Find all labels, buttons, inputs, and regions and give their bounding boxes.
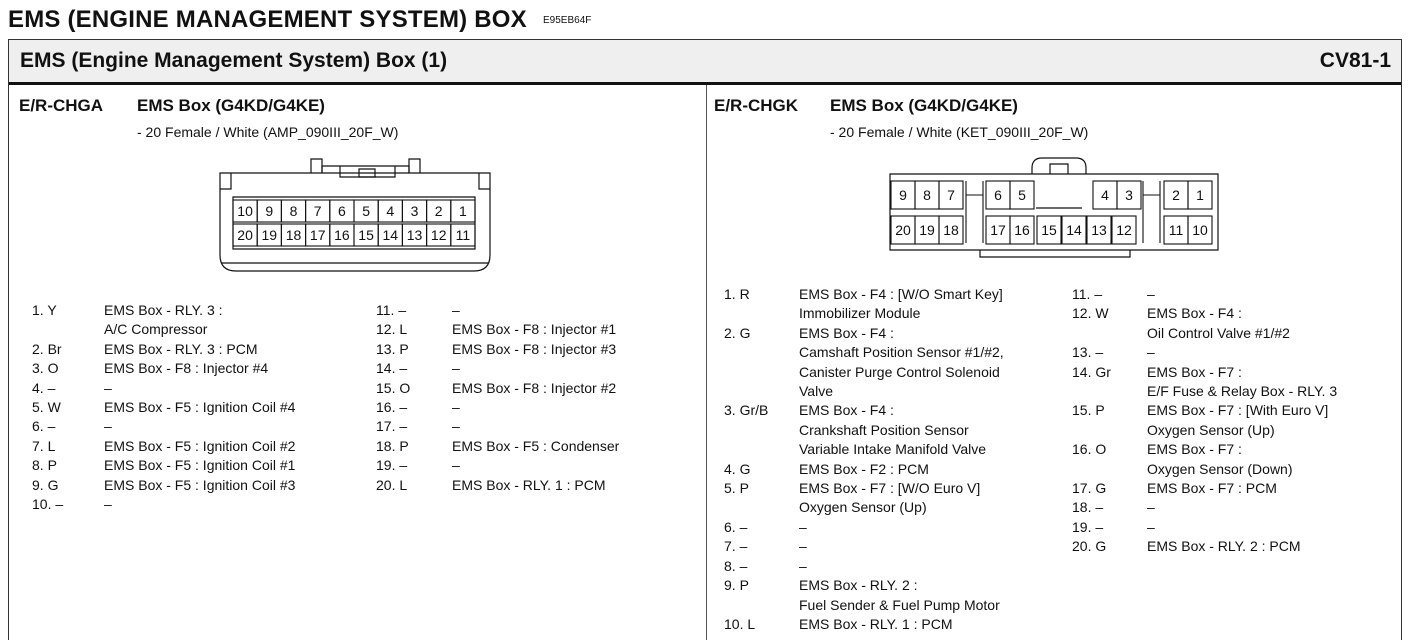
left-pin-5: 5: [362, 203, 370, 219]
pin-row: [32, 417, 295, 436]
pin-description-line: EMS Box - F8 : Injector #3: [452, 340, 617, 357]
right-pin-list-b: [1072, 285, 1337, 557]
pin-description-line: EMS Box - F4 :: [1147, 305, 1242, 322]
right-pin-12: 12: [1116, 222, 1132, 238]
left-pin-cells: [233, 200, 475, 246]
section-header: [9, 40, 1401, 82]
pin-description-line: EMS Box - F5 : Ignition Coil #1: [104, 457, 296, 474]
pin-description: [1147, 518, 1155, 537]
pin-number: 17. –: [376, 418, 408, 435]
pin-description: [799, 324, 1004, 402]
pin-description: [1147, 537, 1301, 556]
pin-description-line: –: [452, 360, 460, 377]
right-pin-1: 1: [1196, 187, 1204, 203]
left-pin-11: 11: [455, 227, 471, 243]
pin-description: [452, 417, 460, 436]
pin-description: [452, 398, 460, 417]
pin-row: [32, 437, 295, 456]
pin-description: [799, 557, 807, 576]
pin-description: [1147, 285, 1155, 304]
pin-description: [104, 398, 295, 417]
right-pin-10: 10: [1192, 222, 1208, 238]
left-pin-16: 16: [334, 227, 350, 243]
page-title: EMS (ENGINE MANAGEMENT SYSTEM) BOX: [8, 6, 527, 33]
pin-description-line: Variable Intake Manifold Valve: [799, 441, 987, 458]
left-pin-10: 10: [237, 203, 253, 219]
pin-row: [376, 379, 619, 398]
pin-description: [452, 320, 616, 339]
pin-number: 16. –: [376, 399, 408, 416]
pin-description-line: E/F Fuse & Relay Box - RLY. 3: [1147, 383, 1338, 400]
pin-description-line: EMS Box - F8 : Injector #2: [452, 379, 617, 396]
pin-description-line: EMS Box - F5 : Ignition Coil #3: [104, 476, 296, 493]
pin-description: [104, 301, 223, 340]
pin-description: [1147, 401, 1328, 440]
pin-number: 19. –: [376, 457, 408, 474]
pin-row: [376, 340, 619, 359]
pin-description-line: Valve: [799, 383, 833, 400]
pin-row: [32, 476, 295, 495]
pin-number: 6. –: [32, 418, 56, 435]
pin-description: [1147, 304, 1290, 343]
pin-number: 5. P: [724, 480, 749, 497]
pin-description-line: –: [799, 518, 807, 535]
pin-row: [32, 398, 295, 417]
right-pin-14: 14: [1066, 222, 1082, 238]
right-pin-15: 15: [1041, 222, 1057, 238]
pin-description-line: –: [104, 496, 112, 513]
left-pin-18: 18: [285, 227, 302, 243]
left-pin-8: 8: [289, 203, 298, 219]
pin-row: [724, 615, 1004, 634]
left-pin-19: 19: [261, 227, 278, 243]
pin-row: [32, 359, 295, 378]
pin-number: 15. O: [376, 379, 411, 396]
pin-description: [104, 417, 112, 436]
pin-number: 2. Br: [32, 340, 62, 357]
pin-description: [1147, 363, 1337, 402]
right-connector-name: EMS Box (G4KD/G4KE): [830, 96, 1018, 115]
pin-description-line: EMS Box - RLY. 1 : PCM: [799, 615, 953, 632]
left-pin-7: 7: [313, 203, 322, 219]
left-connector-id: E/R-CHGA: [19, 96, 104, 115]
pin-description: [452, 456, 460, 475]
right-pin-7: 7: [947, 187, 955, 203]
right-connector-spec: - 20 Female / White (KET_090III_20F_W): [830, 124, 1089, 140]
pin-description-line: Oxygen Sensor (Up): [799, 499, 927, 516]
pin-description-line: EMS Box - F7 : [W/O Euro V]: [799, 480, 981, 497]
pin-description: [1147, 479, 1277, 498]
pin-row: [724, 557, 1004, 576]
right-pin-13: 13: [1091, 222, 1107, 238]
right-pin-16: 16: [1014, 222, 1030, 238]
pin-row: [724, 460, 1004, 479]
pin-description-line: –: [1147, 499, 1155, 516]
pin-description: [452, 379, 616, 398]
pin-row: [1072, 304, 1337, 343]
pin-description-line: EMS Box - F5 : Condenser: [452, 437, 620, 454]
pin-description: [452, 437, 619, 456]
pin-description-line: EMS Box - F8 : Injector #4: [104, 360, 269, 377]
pin-description-line: EMS Box - RLY. 3 : PCM: [104, 340, 258, 357]
pin-description-line: –: [104, 418, 112, 435]
pin-row: [32, 379, 295, 398]
pin-description-line: EMS Box - F4 :: [799, 324, 894, 341]
left-connector-name: EMS Box (G4KD/G4KE): [137, 96, 325, 115]
pin-description-line: EMS Box - F7 :: [1147, 363, 1242, 380]
pin-row: [1072, 479, 1337, 498]
pin-number: 19. –: [1072, 518, 1104, 535]
pin-description: [104, 340, 258, 359]
pin-description-line: –: [799, 557, 807, 574]
pin-row: [1072, 518, 1337, 537]
pin-row: [724, 401, 1004, 459]
pin-description-line: Oxygen Sensor (Down): [1147, 460, 1293, 477]
pin-description-line: Camshaft Position Sensor #1/#2,: [799, 344, 1004, 361]
pin-description: [799, 285, 1003, 324]
pin-row: [724, 576, 1004, 615]
pin-row: [1072, 285, 1337, 304]
header-rule: [9, 82, 1401, 85]
pin-description: [104, 437, 295, 456]
pin-description-line: EMS Box - F7 : PCM: [1147, 480, 1277, 497]
right-pin-17: 17: [990, 222, 1006, 238]
left-pin-list-b: [376, 301, 619, 495]
pin-description-line: EMS Box - F5 : Ignition Coil #2: [104, 437, 296, 454]
pin-row: [32, 495, 295, 514]
pin-number: 20. L: [376, 476, 408, 493]
pin-number: 11. –: [1072, 286, 1103, 302]
pin-description-line: EMS Box - F4 :: [799, 402, 894, 419]
left-pin-12: 12: [430, 227, 447, 243]
pin-description: [452, 301, 460, 320]
pin-description-line: –: [452, 418, 460, 435]
left-connector-drawing: [219, 157, 491, 275]
left-pin-13: 13: [406, 227, 423, 243]
pin-description-line: EMS Box - F7 :: [1147, 441, 1242, 458]
pin-row: [1072, 343, 1337, 362]
pin-number: 9. P: [724, 577, 749, 594]
document-code: E95EB64F: [543, 15, 592, 26]
pin-number: 15. P: [1072, 402, 1105, 419]
pin-row: [376, 437, 619, 456]
pin-description-line: EMS Box - RLY. 3 :: [104, 302, 223, 318]
left-pin-6: 6: [338, 203, 346, 219]
pin-number: 8. P: [32, 457, 57, 474]
right-pin-11: 11: [1168, 222, 1184, 238]
pin-row: [32, 340, 295, 359]
pin-number: 10. L: [724, 615, 756, 632]
pin-row: [32, 301, 295, 340]
left-pin-15: 15: [358, 227, 374, 243]
pin-row: [376, 320, 619, 339]
pin-row: [1072, 440, 1337, 479]
connector-key: [966, 181, 983, 243]
right-pin-list-a: [724, 285, 1004, 634]
pin-row: [376, 359, 619, 378]
right-connector-id: E/R-CHGK: [714, 96, 799, 115]
pin-description-line: A/C Compressor: [104, 321, 208, 338]
pin-number: 12. W: [1072, 305, 1109, 322]
pin-number: 13. –: [1072, 344, 1104, 361]
pin-description-line: –: [104, 379, 112, 396]
pin-description-line: –: [1147, 286, 1155, 302]
pin-description-line: EMS Box - F8 : Injector #1: [452, 321, 617, 338]
pin-description: [452, 359, 460, 378]
left-pin-3: 3: [410, 203, 419, 219]
pin-number: 5. W: [32, 399, 61, 416]
pin-number: 10. –: [32, 496, 64, 513]
right-pin-2: 2: [1172, 187, 1180, 203]
pin-number: 3. Gr/B: [724, 402, 769, 419]
left-pin-1: 1: [459, 203, 467, 219]
left-pin-9: 9: [265, 203, 274, 219]
left-pin-4: 4: [386, 203, 395, 219]
pin-description-line: Canister Purge Control Solenoid: [799, 363, 1000, 380]
pin-number: 18. –: [1072, 499, 1104, 516]
pin-number: 17. G: [1072, 480, 1107, 497]
right-pin-8: 8: [923, 187, 931, 203]
pin-description: [104, 456, 295, 475]
pin-description-line: –: [452, 302, 460, 318]
left-pin-2: 2: [434, 203, 443, 219]
right-pin-18: 18: [943, 222, 959, 238]
left-pin-14: 14: [382, 227, 399, 243]
right-pin-3: 3: [1125, 187, 1133, 203]
pin-description-line: EMS Box - F5 : Ignition Coil #4: [104, 399, 296, 416]
pin-description-line: Oil Control Valve #1/#2: [1147, 324, 1290, 341]
pin-row: [32, 456, 295, 475]
pin-row: [724, 285, 1004, 324]
pin-description-line: EMS Box - RLY. 2 :: [799, 577, 918, 594]
left-connector-spec: - 20 Female / White (AMP_090III_20F_W): [137, 124, 399, 140]
pin-description: [799, 615, 953, 634]
pin-number: 7. L: [32, 437, 56, 454]
pin-number: 12. L: [376, 321, 408, 338]
right-pin-4: 4: [1101, 187, 1109, 203]
pin-number: 20. G: [1072, 538, 1107, 555]
pin-row: [376, 417, 619, 436]
right-pin-6: 6: [994, 187, 1002, 203]
pin-description: [1147, 498, 1155, 517]
pin-description-line: Oxygen Sensor (Up): [1147, 421, 1275, 438]
pin-row: [1072, 537, 1337, 556]
pin-description: [104, 379, 112, 398]
pin-description-line: –: [1147, 344, 1155, 361]
right-pin-19: 19: [919, 222, 935, 238]
pin-number: 6. –: [724, 518, 748, 535]
right-pin-5: 5: [1018, 187, 1026, 203]
left-pin-list-a: [32, 301, 295, 514]
pin-row: [376, 301, 619, 320]
pin-description: [104, 495, 112, 514]
pin-description: [104, 359, 268, 378]
pin-description-line: EMS Box - F4 : [W/O Smart Key]: [799, 286, 1003, 302]
connector-key: [1143, 181, 1160, 243]
pin-description: [1147, 343, 1155, 362]
pin-row: [376, 398, 619, 417]
pin-number: 1. R: [724, 286, 750, 302]
pin-description-line: Immobilizer Module: [799, 305, 921, 322]
left-connector-diagram: [219, 157, 491, 275]
right-pin-20: 20: [895, 222, 911, 238]
pin-row: [376, 456, 619, 475]
pin-description-line: Fuel Sender & Fuel Pump Motor: [799, 596, 1000, 613]
section-title: EMS (Engine Management System) Box (1): [20, 49, 448, 72]
pin-number: 13. P: [376, 340, 409, 357]
pin-description: [452, 476, 606, 495]
pin-row: [724, 324, 1004, 402]
pin-description: [799, 537, 807, 556]
pin-row: [724, 479, 1004, 518]
pin-description: [799, 460, 929, 479]
pin-row: [1072, 363, 1337, 402]
pin-description-line: EMS Box - F7 : [With Euro V]: [1147, 402, 1329, 419]
pin-row: [724, 518, 1004, 537]
pin-description: [799, 479, 980, 518]
pin-number: 4. –: [32, 379, 56, 396]
pin-number: 16. O: [1072, 441, 1107, 458]
pin-number: 7. –: [724, 538, 748, 555]
section-code: CV81-1: [1319, 49, 1391, 72]
pin-number: 1. Y: [32, 302, 57, 318]
right-pin-9: 9: [899, 187, 907, 203]
pin-number: 4. G: [724, 460, 751, 477]
pin-row: [724, 537, 1004, 556]
pin-description-line: –: [799, 538, 807, 555]
pin-description: [1147, 440, 1293, 479]
pin-description-line: EMS Box - RLY. 1 : PCM: [452, 476, 606, 493]
pin-description-line: Crankshaft Position Sensor: [799, 421, 969, 438]
pin-description: [452, 340, 616, 359]
pin-description: [104, 476, 295, 495]
pin-number: 14. Gr: [1072, 363, 1111, 380]
pin-description-line: EMS Box - RLY. 2 : PCM: [1147, 538, 1301, 555]
pin-description-line: EMS Box - F2 : PCM: [799, 460, 929, 477]
pin-row: [376, 476, 619, 495]
pin-number: 14. –: [376, 360, 408, 377]
right-pin-cells: [891, 181, 1212, 244]
left-pin-17: 17: [309, 227, 326, 243]
pin-number: 18. P: [376, 437, 409, 454]
pin-row: [1072, 498, 1337, 517]
pin-row: [1072, 401, 1337, 440]
pin-description: [799, 576, 1000, 615]
pin-number: 11. –: [376, 302, 407, 318]
pin-description-line: –: [452, 399, 460, 416]
pin-number: 8. –: [724, 557, 748, 574]
pin-description: [799, 401, 986, 459]
column-divider: [706, 85, 707, 640]
pin-description-line: –: [452, 457, 460, 474]
right-connector-diagram: [886, 154, 1222, 260]
pin-number: 2. G: [724, 324, 751, 341]
right-connector-drawing: [886, 154, 1222, 260]
pin-number: 9. G: [32, 476, 59, 493]
left-pin-20: 20: [237, 227, 253, 243]
pin-description: [799, 518, 807, 537]
pin-description-line: –: [1147, 518, 1155, 535]
pin-number: 3. O: [32, 360, 59, 377]
